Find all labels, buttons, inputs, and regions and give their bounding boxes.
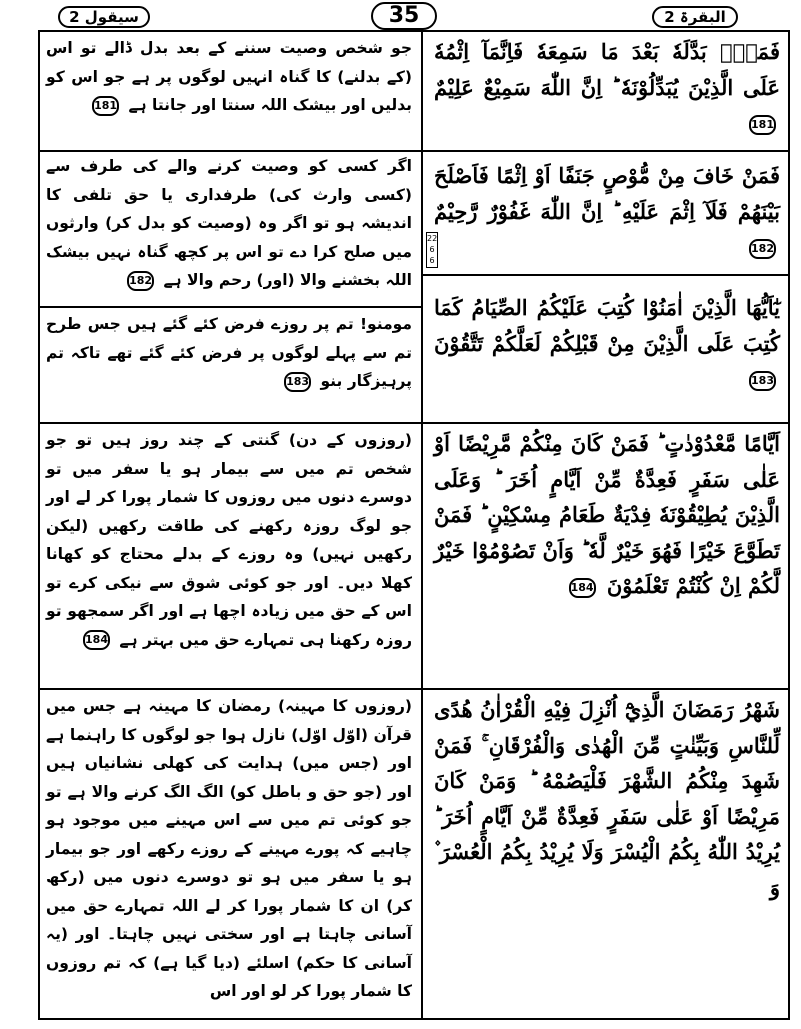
- verse-number-badge: 183: [749, 371, 776, 391]
- section-separator: [40, 688, 421, 690]
- verse-number-badge: 184: [83, 630, 110, 650]
- arabic-block-183: يٰٓاَيُّهَا الَّذِيْنَ اٰمَنُوْا كُتِبَ عَلَيْكُمُ الصِّيَامُ كَمَا كُتِبَ عَلَى الَّذِيْنَ مِنْ قَبْلِكُمْ لَعَلَّكُمْ تَتَّقُوْنَ 183: [434, 290, 780, 397]
- translation-block-182: اگر کسی کو وصیت کرنے والے کی طرف سے (کسی وارث کی) طرفداری یا حق تلفی کا اندیشہ ہو تو اگر وہ (وصیت کو بدل کر) وارثوں میں صلح کرا دے تو اس پر کچھ گناہ نہیں بیشک اللہ بخشنے والا (اور) رحم والا ہے 182: [46, 157, 412, 289]
- surah-name-label: البقرۃ 2: [652, 6, 738, 28]
- column-divider: [421, 30, 423, 1020]
- arabic-block-184: اَيَّامًا مَّعْدُوْدٰتٍ ؕ فَمَنْ كَانَ مِنْكُمْ مَّرِيْضًا اَوْ عَلٰى سَفَرٍ فَعِدَّةٌ مِّنْ اَيَّامٍ اُخَرَ ؕ وَعَلَى الَّذِيْنَ يُطِيْقُوْنَهٗ فِدْيَةٌ طَعَامُ مِسْكِيْنٍ ؕ فَمَنْ تَطَوَّعَ خَيْرًا فَهُوَ خَيْرٌ لَّهٗ ؕ وَاَنْ تَصُوْمُوْا خَيْرٌ لَّكُمْ اِنْ كُنْتُمْ تَعْلَمُوْنَ 184: [434, 431, 780, 598]
- verse-number-badge: 181: [92, 96, 119, 116]
- verse-number-badge: 181: [749, 115, 776, 135]
- verse-number-badge: 184: [569, 578, 596, 598]
- translation-block-181: جو شخص وصیت سننے کے بعد بدل ڈالے تو اس (کے بدلنے) کا گناہ انہیں لوگوں پر ہے جو اس کو بدلیں اور بیشک اللہ سنتا اور جانتا ہے 181: [46, 39, 412, 114]
- arabic-block-182: فَمَنْ خَافَ مِنْ مُّوْصٍ جَنَفًا اَوْ اِثْمًا فَاَصْلَحَ بَيْنَهُمْ فَلَآ اِثْمَ عَلَيْهِ ؕ اِنَّ اللّٰهَ غَفُوْرٌ رَّحِيْمٌ 182: [434, 158, 780, 265]
- page-header: [0, 0, 801, 32]
- arabic-block-185: شَهْرُ رَمَضَانَ الَّذِيْٓ اُنْزِلَ فِيْهِ الْقُرْاٰنُ هُدًى لِّلنَّاسِ وَبَيِّنٰتٍ مِّنَ الْهُدٰى وَالْفُرْقَانِ ۚ فَمَنْ شَهِدَ مِنْكُمُ الشَّهْرَ فَلْيَصُمْهُ ؕ وَمَنْ كَانَ مَرِيْضًا اَوْ عَلٰى سَفَرٍ فَعِدَّةٌ مِّنْ اَيَّامٍ اُخَرَ ؕ يُرِيْدُ اللّٰهُ بِكُمُ الْيُسْرَ وَلَا يُرِيْدُ بِكُمُ الْعُسْرَ ۫ وَ: [434, 697, 780, 900]
- section-separator: [423, 688, 790, 690]
- verse-number-badge: 182: [127, 271, 154, 291]
- translation-block-183: مومنو! تم پر روزے فرض کئے گئے ہیں جس طرح تم سے پہلے لوگوں پر فرض کئے گئے تھے تاکہ تم پرہیزگار بنو 183: [46, 315, 412, 390]
- section-separator: [40, 306, 421, 308]
- verse-number-badge: 182: [749, 239, 776, 259]
- page-number: 35: [371, 2, 437, 30]
- section-separator: [423, 150, 790, 152]
- translation-block-185: (روزوں کا مہینہ) رمضان کا مہینہ ہے جس میں قرآن (اوّل اوّل) نازل ہوا جو لوگوں کا راہنما ہے اور (جس میں) ہدایت کی کھلی نشانیاں ہیں اور (جو حق و باطل کو) الگ الگ کرنے والا ہے تو جو کوئی تم میں سے اس مہینے میں موجود ہو چاہیے کہ پورے مہینے کے روزے رکھے اور جو بیمار ہو یا سفر میں ہو تو دوسرے دنوں میں (رکھ کر) ان کا شمار پورا کر لے اللہ تمہارے حق میں آسانی چاہتا ہے اور سختی نہیں چاہتا۔ اور (یہ آسانی کا حکم) اسلئے (دیا گیا ہے) کہ تم روزوں کا شمار پورا کر لو اور اس: [46, 697, 412, 1000]
- ruku-marker: 22 6 6: [426, 232, 438, 268]
- translation-block-184: (روزوں کے دن) گنتی کے چند روز ہیں تو جو شخص تم میں سے بیمار ہو یا سفر میں تو دوسرے دنوں میں روزوں کا شمار پورا کر لے اور جو لوگ روزہ رکھنے کی طاقت رکھیں (لیکن رکھیں نہیں) وہ روزے کے بدلے محتاج کو کھانا کھلا دیں۔ اور جو کوئی شوق سے نیکی کرے تو اس کے حق میں زیادہ اچھا ہے اور اگر سمجھو تو روزہ رکھنا ہی تمہارے حق میں بہتر ہے 184: [46, 431, 412, 649]
- arabic-block-181: فَمَنْۢ بَدَّلَهٗ بَعْدَ مَا سَمِعَهٗ فَاِنَّمَآ اِثْمُهٗ عَلَى الَّذِيْنَ يُبَدِّلُوْنَهٗ ؕ اِنَّ اللّٰهَ سَمِيْعٌ عَلِيْمٌ 181: [434, 34, 780, 141]
- section-separator: [423, 274, 790, 276]
- section-separator: [423, 422, 790, 424]
- verse-number-badge: 183: [284, 372, 311, 392]
- section-separator: [40, 422, 421, 424]
- juz-name-label: سیقول 2: [58, 6, 150, 28]
